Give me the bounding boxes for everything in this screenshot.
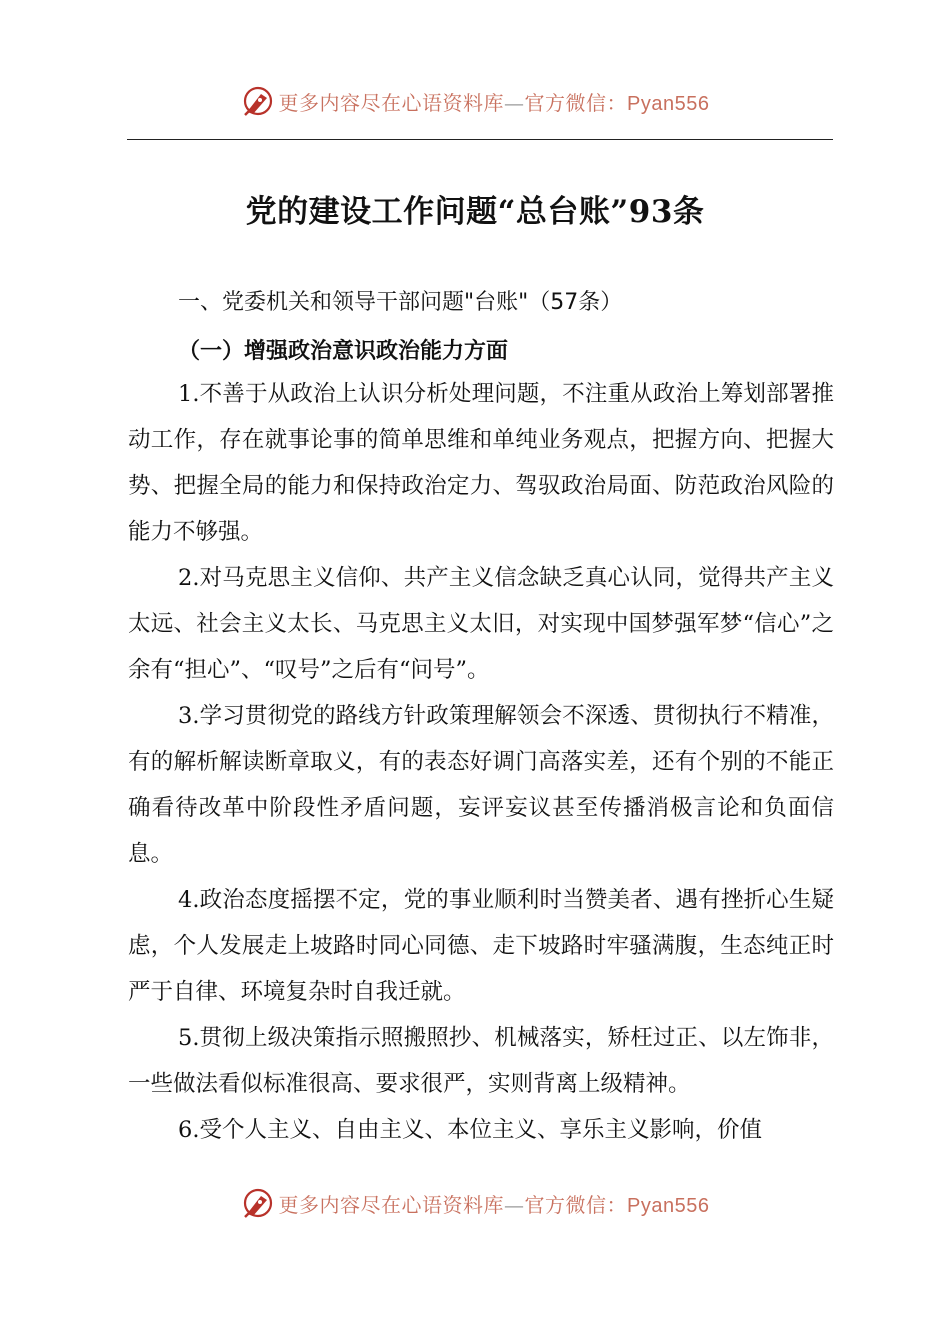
paragraph-5: 5.贯彻上级决策指示照搬照抄、机械落实，矫枉过正、以左饰非，一些做法看似标准很高、要求很严，实则背离上级精神。 [128,1025,834,1097]
paragraph-4: 4.政治态度摇摆不定，党的事业顺利时当赞美者、遇有挫折心生疑虑，个人发展走上坡路时同心同德、走下坡路时牢骚满腹，生态纯正时严于自律、环境复杂时自我迁就。 [128,887,834,1005]
footer-separator: — [504,1192,525,1217]
footer-banner [0,1186,950,1220]
banner-site-text: 更多内容尽在心语资料库 [278,90,505,115]
paragraph-3: 3.学习贯彻党的路线方针政策理解领会不深透、贯彻执行不精准，有的解析解读断章取义，有的表态好调门高落实差，还有个别的不能正确看待改革中阶段性矛盾问题，妄评妄议甚至传播消极言论和负面信息。 [128,703,834,867]
pen-nib-logo-icon [241,84,275,118]
footer-wechat-id: Pyan556 [627,1194,710,1217]
page-title: 党的建设工作问题“总台账”93条 [245,194,705,230]
header-divider [127,139,833,140]
banner-separator: — [504,90,525,115]
banner-wechat-label: 官方微信： [524,90,628,115]
pen-nib-logo-icon [241,1186,275,1220]
footer-site-text: 更多内容尽在心语资料库 [278,1192,505,1217]
banner-wechat-id: Pyan556 [627,92,710,115]
paragraph-6: 6.受个人主义、自由主义、本位主义、享乐主义影响，价值 [178,1117,762,1143]
paragraph-2: 2.对马克思主义信仰、共产主义信念缺乏真心认同，觉得共产主义太远、社会主义太长、马克思主义太旧，对实现中国梦强军梦“信心”之余有“担心”、“叹号”之后有“问号”。 [128,565,834,683]
paragraph-1: 1.不善于从政治上认识分析处理问题，不注重从政治上筹划部署推动工作，存在就事论事的简单思维和单纯业务观点，把握方向、把握大势、把握全局的能力和保持政治定力、驾驭政治局面、防范政治风险的能力不够强。 [128,381,834,545]
subsection-heading: （一）增强政治意识政治能力方面 [178,339,509,364]
body-text [128,371,834,1153]
header-banner [0,84,950,118]
section-heading: 一、党委机关和领导干部问题"台账"（57条） [178,290,623,315]
footer-wechat-label: 官方微信： [524,1192,628,1217]
